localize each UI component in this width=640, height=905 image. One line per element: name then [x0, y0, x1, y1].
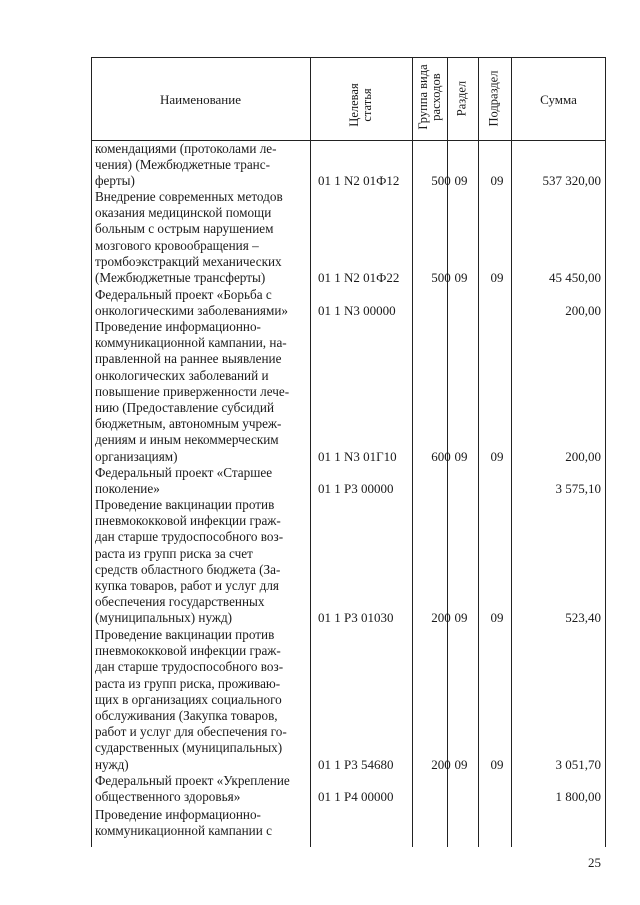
col-border-left: [91, 57, 92, 847]
row-name: Федеральный проект «Укрепление общественного здоровья»: [95, 773, 290, 805]
row-subsection: 09: [490, 270, 504, 285]
row-sum: 200,00: [565, 449, 601, 464]
row-target: 01 1 P4 00000: [318, 789, 394, 804]
row-name: Проведение информационно- коммуникационной кампании, на- правленной на раннее выявление онкологических заболеваний и повышение приверженности лече- нию (Предоставление субсидий бюджетным, автономным учреж- дениям и иным некоммерческим организациям): [95, 319, 290, 464]
row-section: 09: [454, 270, 468, 285]
header-target: Целевая статья: [347, 83, 374, 127]
row-target: 01 1 N2 01Ф22: [318, 270, 400, 285]
col-border-subsection: [511, 57, 512, 847]
row-sum: 45 450,00: [549, 270, 601, 285]
row-target: 01 1 N3 01Г10: [318, 449, 397, 464]
row-section: 09: [454, 173, 468, 188]
col-border-right: [605, 57, 606, 847]
row-subsection: 09: [490, 757, 504, 772]
row-target: 01 1 P3 54680: [318, 757, 394, 772]
row-name: Проведение вакцинации против пневмококковой инфекции граж- дан старше трудоспособного воз- раста из групп риска за счет средств областного бюджета (За- купка товаров, работ и услуг для обеспечения государственных (муниципальных) нужд): [95, 497, 284, 626]
row-sum: 1 800,00: [555, 789, 601, 804]
row-group: 200: [431, 757, 451, 772]
row-target: 01 1 N3 00000: [318, 303, 396, 318]
col-border-section: [478, 57, 479, 847]
row-target: 01 1 P3 01030: [318, 610, 394, 625]
row-name: Внедрение современных методов оказания медицинской помощи больным с острым нарушением мозгового кровообращения – тромбоэкстракций механических (Межбюджетные трансферты): [95, 189, 283, 286]
row-group: 500: [431, 270, 451, 285]
row-target: 01 1 P3 00000: [318, 481, 394, 496]
row-group: 600: [431, 449, 451, 464]
row-target: 01 1 N2 01Ф12: [318, 173, 400, 188]
header-sum: Сумма: [540, 92, 577, 107]
row-sum: 3 575,10: [555, 481, 601, 496]
table-top-border: [91, 57, 605, 58]
row-group: 500: [431, 173, 451, 188]
col-border-code: [412, 57, 413, 847]
row-name: Проведение вакцинации против пневмококковой инфекции граж- дан старше трудоспособного воз- раста из групп риска, проживаю- щих в организациях социального обслуживания (Закупка товаров, работ и услуг для обеспечения го- сударственных (муниципальных) нужд): [95, 627, 287, 772]
page-number: 25: [588, 855, 601, 870]
row-subsection: 09: [490, 173, 504, 188]
row-section: 09: [454, 449, 468, 464]
row-name: Федеральный проект «Борьба с онкологическими заболеваниями»: [95, 287, 288, 319]
row-sum: 523,40: [565, 610, 601, 625]
row-name: Проведение информационно- коммуникационной кампании с: [95, 807, 272, 839]
row-sum: 200,00: [565, 303, 601, 318]
row-subsection: 09: [490, 449, 504, 464]
header-section: Раздел: [454, 80, 469, 117]
row-section: 09: [454, 610, 468, 625]
header-subsection: Подраздел: [486, 70, 501, 127]
row-name: комендациями (протоколами ле- чения) (Межбюджетные транс- ферты): [95, 141, 277, 189]
header-group: Группа вида расходов: [416, 64, 443, 130]
row-section: 09: [454, 757, 468, 772]
row-name: Федеральный проект «Старшее поколение»: [95, 465, 273, 497]
header-name: Наименование: [160, 92, 241, 107]
row-sum: 3 051,70: [555, 757, 601, 772]
row-group: 200: [431, 610, 451, 625]
row-sum: 537 320,00: [542, 173, 601, 188]
row-subsection: 09: [490, 610, 504, 625]
col-border-name: [310, 57, 311, 847]
